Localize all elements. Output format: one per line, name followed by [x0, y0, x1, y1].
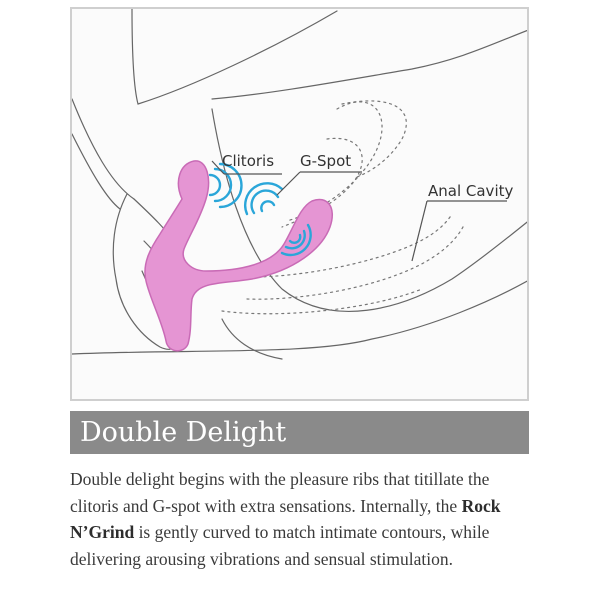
section-heading-bar — [70, 411, 529, 454]
vibration-icon-clitoris — [210, 164, 241, 207]
internal-contour-6 — [342, 101, 406, 177]
arm-outline — [72, 99, 134, 199]
product-name: Rock N’Grind — [70, 495, 501, 542]
label-gspot: G-Spot — [300, 152, 352, 170]
section-heading: Double Delight — [80, 417, 287, 448]
body-outline-lower — [72, 279, 529, 354]
description-part2: is gently curved to match intimate contours, while delivering arousing vibrations and sensual stimulation. — [70, 522, 490, 569]
label-anal-cavity: Anal Cavity — [428, 182, 514, 200]
product-toy — [145, 161, 332, 351]
internal-contour-5 — [222, 289, 422, 314]
product-description — [70, 466, 532, 572]
label-clitoris: Clitoris — [222, 152, 275, 170]
description-part1: Double delight begins with the pleasure ribs that titillate the clitoris and G-spot with extra sensations. Internally, the — [70, 469, 490, 516]
anatomy-illustration — [72, 9, 529, 401]
thigh-outline — [222, 319, 282, 359]
arm-outline-2 — [72, 134, 120, 209]
body-outline-belly — [212, 29, 529, 99]
pelvis-outline — [212, 109, 529, 311]
anatomy-diagram — [70, 7, 529, 401]
callout-line-gspot-diag — [277, 172, 300, 195]
body-outline-top — [132, 9, 337, 104]
callout-line-anal-diag — [412, 201, 427, 261]
vibration-icon-gspot — [245, 183, 282, 214]
